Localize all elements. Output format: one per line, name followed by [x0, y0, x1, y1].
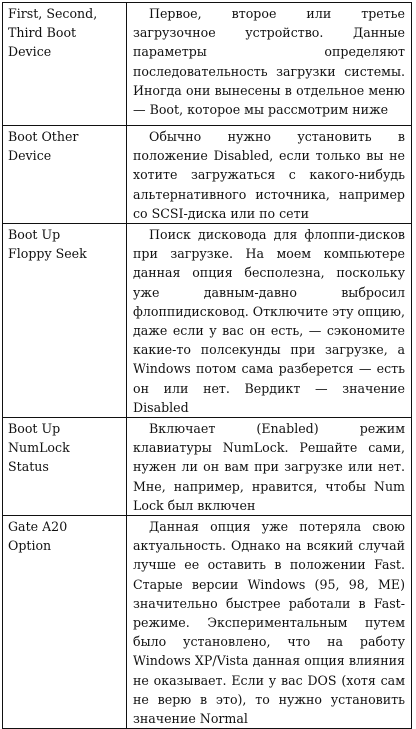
table-row	[3, 3, 412, 126]
option-description: Первое, второе или третье загрузочное устройство. Данные параметры определяют последовательность загрузки системы. Иногда они вынесены в отдельное меню — Boot, которое мы рассмотрим ниже	[133, 6, 405, 118]
document-page	[2, 2, 412, 727]
option-name-cell	[3, 126, 127, 224]
option-name: Boot Up Floppy Seek	[8, 227, 87, 262]
option-description-cell	[127, 3, 412, 126]
option-description: Поиск дисковода для флоппи-дисков при загрузке. На моем компьютере данная опция бесполезна, поскольку уже давным-давно выбросил флоппидисковод. Отключите эту опцию, даже если у вас он есть, — сэкономите какие-то полсекунды при загрузке, а Windows потом сама разберется — есть он или нет. Вердикт — значение Disabled	[133, 227, 405, 415]
option-description-cell	[127, 516, 412, 729]
option-name-cell	[3, 224, 127, 418]
option-description-cell	[127, 126, 412, 224]
option-description-cell	[127, 418, 412, 516]
table-row	[3, 418, 412, 516]
option-description: Включает (Enabled) режим клавиатуры NumLock. Решайте сами, нужен ли он вам при загрузке или нет. Мне, например, нравится, чтобы Num Lock был включен	[133, 421, 405, 513]
option-description: Данная опция уже потеряла свою актуальность. Однако на всякий случай лучше ее оставить в положении Fast. Старые версии Windows (95, 98, ME) значительно быстрее работали в Fast-режиме. Экспериментальным путем было установлено, что на работу Windows XP/Vista данная опция влияния не оказывает. Если у вас DOS (хотя сам не верю в это), то нужно установить значение Normal	[133, 519, 405, 727]
bios-options-table	[2, 2, 412, 729]
option-name: Boot Up NumLock Status	[8, 421, 70, 475]
option-description: Обычно нужно установить в положение Disabled, если только вы не хотите загружаться с какого-нибудь альтернативного источника, например со SCSI-диска или по сети	[133, 129, 405, 221]
option-name-cell	[3, 516, 127, 729]
table-row	[3, 516, 412, 729]
option-name: Boot Other Device	[8, 129, 79, 164]
option-name-cell	[3, 418, 127, 516]
table-row	[3, 126, 412, 224]
option-description-cell	[127, 224, 412, 418]
option-name: Gate A20 Option	[8, 519, 68, 554]
bios-options-table-body	[3, 3, 412, 729]
option-name-cell	[3, 3, 127, 126]
table-row	[3, 224, 412, 418]
option-name: First, Second, Third Boot Device	[8, 6, 98, 60]
